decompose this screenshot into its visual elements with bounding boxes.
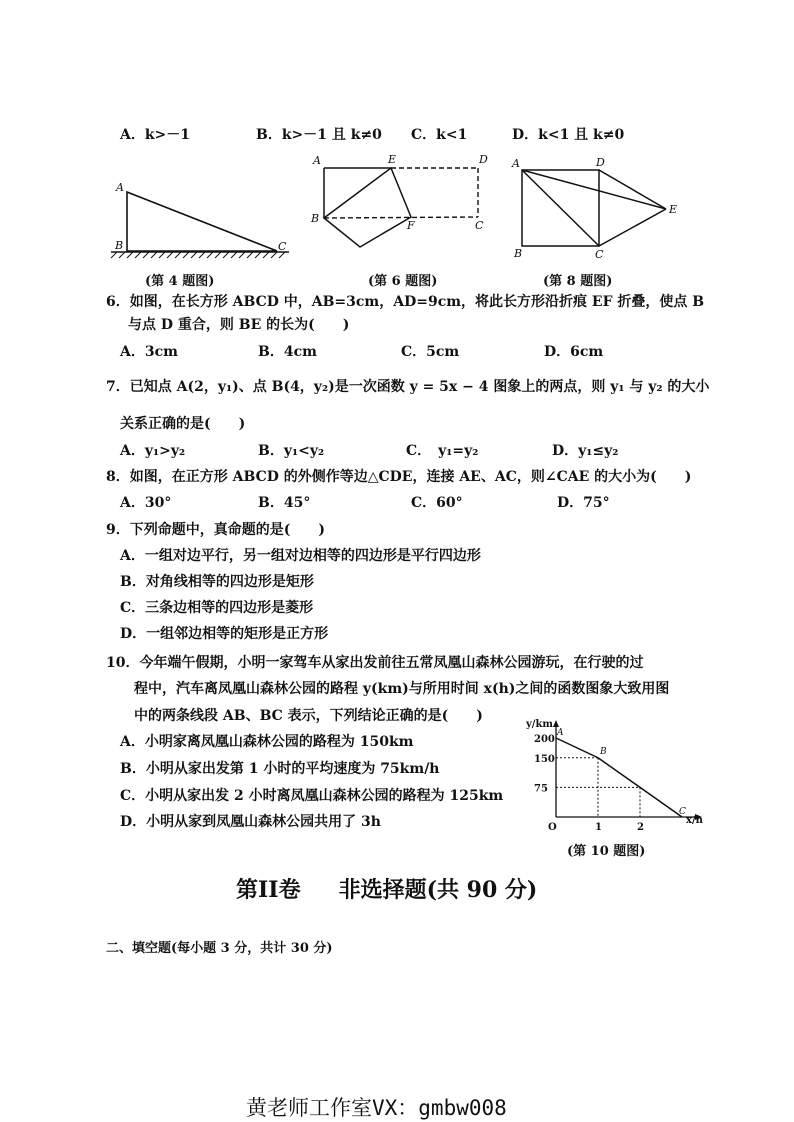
fig6-label-b: B bbox=[311, 212, 320, 225]
chart-y-tick-75: 75 bbox=[534, 783, 548, 795]
q7-text-line1: 7．已知点 A(2，y₁)、点 B(4，y₂)是一次函数 y = 5x − 4 图象上的两点，则 y₁ 与 y₂ 的大小 bbox=[106, 379, 710, 395]
chart-x-tick-2: 2 bbox=[637, 822, 644, 833]
q5-option-c: C．k<1 bbox=[411, 127, 468, 143]
q9-option-a: A．一组对边平行，另一组对边相等的四边形是平行四边形 bbox=[120, 548, 481, 564]
fig6-label-c: C bbox=[475, 219, 484, 232]
fig4-label-b: B bbox=[115, 239, 124, 252]
q10-option-d: D．小明从家到凤凰山森林公园共用了 3h bbox=[120, 814, 381, 830]
fig6-label-a: A bbox=[313, 154, 321, 167]
chart-x-tick-O: O bbox=[548, 822, 557, 833]
chart-point-label-B: B bbox=[600, 746, 607, 757]
q8-option-d: D．75° bbox=[557, 495, 610, 511]
chart-x-tick-1: 1 bbox=[595, 822, 602, 833]
q6-option-b: B．4cm bbox=[258, 344, 317, 360]
q10-option-a: A．小明家离凤凰山森林公园的路程为 150km bbox=[120, 734, 414, 750]
q9-option-c: C．三条边相等的四边形是菱形 bbox=[120, 600, 314, 616]
chart-point-label-C: C bbox=[679, 807, 686, 817]
figure-10-chart bbox=[526, 716, 706, 833]
chart-y-label: y/km bbox=[526, 719, 553, 730]
q9-option-b: B．对角线相等的四边形是矩形 bbox=[120, 574, 314, 590]
q10-option-b: B．小明从家出发第 1 小时的平均速度为 75km/h bbox=[120, 761, 440, 777]
fig6-label-d: D bbox=[479, 153, 488, 166]
fig6-label-e: E bbox=[388, 153, 397, 166]
q6-text-line2: 与点 D 重合，则 BE 的长为( ) bbox=[128, 317, 350, 333]
section-title bbox=[236, 873, 537, 904]
footer-watermark: 黄老师工作室VX：gmbw008 bbox=[246, 1096, 507, 1120]
q9-option-d: D．一组邻边相等的矩形是正方形 bbox=[120, 626, 329, 642]
fig4-label-c: C bbox=[278, 240, 287, 253]
q8-option-c: C．60° bbox=[411, 495, 463, 511]
q7-text-line2: 关系正确的是( ) bbox=[120, 416, 246, 432]
section-title-name: 非选择题(共 90 分) bbox=[338, 877, 538, 903]
fig6-caption: (第 6 题图) bbox=[368, 274, 438, 289]
q10-text-line1: 10．今年端午假期，小明一家驾车从家出发前往五常凤凰山森林公园游玩，在行驶的过 bbox=[106, 655, 644, 671]
fig8-label-a: A bbox=[512, 157, 520, 170]
chart-y-arrow bbox=[553, 720, 559, 727]
q7-option-c: C． y₁=y₂ bbox=[406, 443, 479, 459]
q6-option-c: C．5cm bbox=[401, 344, 460, 360]
fig6-label-f: F bbox=[407, 219, 415, 232]
section2-label: 二、填空题(每小题 3 分，共计 30 分) bbox=[106, 941, 333, 956]
section-title-part: 第II卷 bbox=[236, 877, 301, 903]
q10-text-line3: 中的两条线段 AB、BC 表示，下列结论正确的是( ) bbox=[134, 708, 483, 724]
q8-option-b: B．45° bbox=[258, 495, 311, 511]
q6-option-a: A．3cm bbox=[120, 344, 178, 360]
q10-option-c: C．小明从家出发 2 小时离凤凰山森林公园的路程为 125km bbox=[120, 788, 504, 804]
q5-option-a: A．k>－1 bbox=[120, 127, 191, 143]
chart-x-label: x/h bbox=[686, 815, 703, 826]
q7-option-b: B．y₁<y₂ bbox=[258, 443, 325, 459]
fig8-label-e: E bbox=[669, 203, 678, 216]
q9-text-line1: 9．下列命题中，真命题的是( ) bbox=[106, 522, 325, 538]
figure-8 bbox=[506, 150, 696, 262]
chart-point-label-A: A bbox=[557, 728, 564, 738]
q10-text-line2: 程中，汽车离凤凰山森林公园的路程 y(km)与所用时间 x(h)之间的函数图象大致用图 bbox=[134, 681, 670, 697]
figure-4 bbox=[105, 178, 295, 268]
fig4-caption: (第 4 题图) bbox=[145, 274, 215, 289]
q6-option-d: D．6cm bbox=[544, 344, 604, 360]
fig8-label-b: B bbox=[514, 247, 523, 260]
figure-6 bbox=[308, 150, 498, 255]
chart-segment-AB bbox=[556, 738, 598, 758]
q5-option-d: D．k<1 且 k≠0 bbox=[512, 127, 625, 143]
q8-text-line1: 8．如图，在正方形 ABCD 的外侧作等边△CDE，连接 AE、AC，则∠CAE 的大小为( ) bbox=[106, 469, 692, 485]
fig8-label-c: C bbox=[595, 248, 604, 261]
fig10-caption: (第 10 题图) bbox=[567, 844, 646, 859]
q5-option-b: B．k>－1 且 k≠0 bbox=[256, 127, 382, 143]
q6-text-line1: 6．如图，在长方形 ABCD 中，AB=3cm，AD=9cm，将此长方形沿折痕 EF 折叠，使点 B bbox=[106, 294, 705, 310]
q7-option-a: A．y₁>y₂ bbox=[120, 443, 186, 459]
q8-option-a: A．30° bbox=[120, 495, 172, 511]
fig4-label-a: A bbox=[116, 181, 124, 194]
fig8-label-d: D bbox=[596, 156, 605, 169]
chart-y-tick-150: 150 bbox=[534, 753, 555, 765]
q7-option-d: D．y₁≤y₂ bbox=[552, 443, 619, 459]
chart-y-tick-200: 200 bbox=[534, 734, 555, 745]
fig8-caption: (第 8 题图) bbox=[543, 274, 613, 289]
